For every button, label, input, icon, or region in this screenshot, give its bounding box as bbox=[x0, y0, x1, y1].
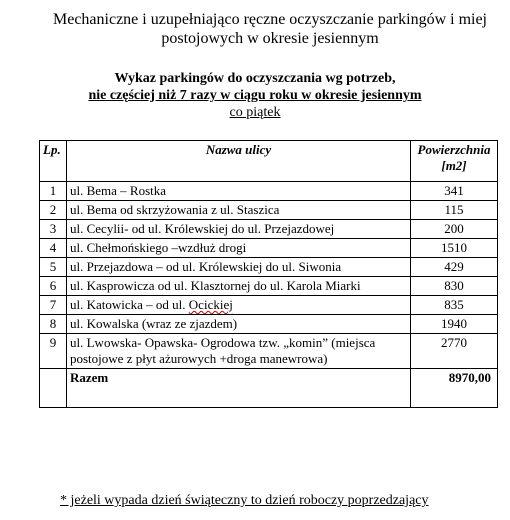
heading-line-1: Wykaz parkingów do oczyszczania wg potrzeb, bbox=[114, 71, 396, 86]
list-heading bbox=[0, 70, 510, 121]
row-name bbox=[67, 296, 411, 315]
row-lp: 8 bbox=[40, 315, 67, 334]
row-lp: 6 bbox=[40, 277, 67, 296]
parking-table bbox=[39, 140, 498, 408]
total-lp-empty bbox=[40, 369, 67, 408]
row-lp: 7 bbox=[40, 296, 67, 315]
table-row bbox=[40, 201, 498, 220]
header-area-line-2: [m2] bbox=[441, 158, 467, 173]
row-name: ul. Przejazdowa – od ul. Królewskiej do ul. Siwonia bbox=[67, 258, 411, 277]
header-lp: Lp. bbox=[40, 141, 67, 182]
table-row bbox=[40, 296, 498, 315]
row-name: ul. Bema od skrzyżowania z ul. Staszica bbox=[67, 201, 411, 220]
total-value: 8970,00 bbox=[411, 369, 498, 408]
row-lp: 4 bbox=[40, 239, 67, 258]
table-row bbox=[40, 315, 498, 334]
table-row bbox=[40, 258, 498, 277]
row-area: 429 bbox=[411, 258, 498, 277]
header-name: Nazwa ulicy bbox=[67, 141, 411, 182]
row-lp: 1 bbox=[40, 182, 67, 201]
spellcheck-marked-word: Ocickiej bbox=[188, 297, 233, 312]
row-name: ul. Chełmońskiego –wzdłuż drogi bbox=[67, 239, 411, 258]
row-lp: 2 bbox=[40, 201, 67, 220]
row-name: ul. Cecylii- od ul. Królewskiej do ul. Przejazdowej bbox=[67, 220, 411, 239]
row-area: 200 bbox=[411, 220, 498, 239]
heading-line-3: co piątek bbox=[229, 105, 281, 120]
row-lp: 3 bbox=[40, 220, 67, 239]
row-name: ul. Bema – Rostka bbox=[67, 182, 411, 201]
heading-line-2: nie częściej niż 7 razy w ciągu roku w okresie jesiennym bbox=[88, 88, 422, 103]
row-area: 1510 bbox=[411, 239, 498, 258]
row-area: 2770 bbox=[411, 334, 498, 369]
table-row bbox=[40, 239, 498, 258]
row-lp: 9 bbox=[40, 334, 67, 369]
total-label: Razem bbox=[67, 369, 411, 408]
row-name-prefix: ul. Katowicka – od ul. bbox=[70, 297, 189, 312]
row-area: 115 bbox=[411, 201, 498, 220]
table-header-row bbox=[40, 141, 498, 182]
row-area: 830 bbox=[411, 277, 498, 296]
table-row bbox=[40, 334, 498, 369]
row-name: ul. Kasprowicza od ul. Klasztornej do ul. Karola Miarki bbox=[67, 277, 411, 296]
header-area-line-1: Powierzchnia bbox=[417, 142, 491, 157]
title-line-1: Mechaniczne i uzupełniająco ręczne oczyszczanie parkingów i miej bbox=[53, 11, 487, 28]
header-area bbox=[411, 141, 498, 182]
row-area: 1940 bbox=[411, 315, 498, 334]
row-lp: 5 bbox=[40, 258, 67, 277]
row-area: 835 bbox=[411, 296, 498, 315]
table-row bbox=[40, 182, 498, 201]
title-line-2: postojowych w okresie jesiennym bbox=[161, 30, 379, 47]
table-row bbox=[40, 277, 498, 296]
document-title bbox=[0, 10, 510, 48]
footnote: * jeżeli wypada dzień świąteczny to dzień roboczy poprzedzający bbox=[60, 493, 429, 508]
row-name: ul. Lwowska- Opawska- Ogrodowa tzw. „komin” (miejsca postojowe z płyt ażurowych +droga manewrowa) bbox=[67, 334, 411, 369]
table-row bbox=[40, 220, 498, 239]
row-area: 341 bbox=[411, 182, 498, 201]
total-row bbox=[40, 369, 498, 408]
row-name: ul. Kowalska (wraz ze zjazdem) bbox=[67, 315, 411, 334]
